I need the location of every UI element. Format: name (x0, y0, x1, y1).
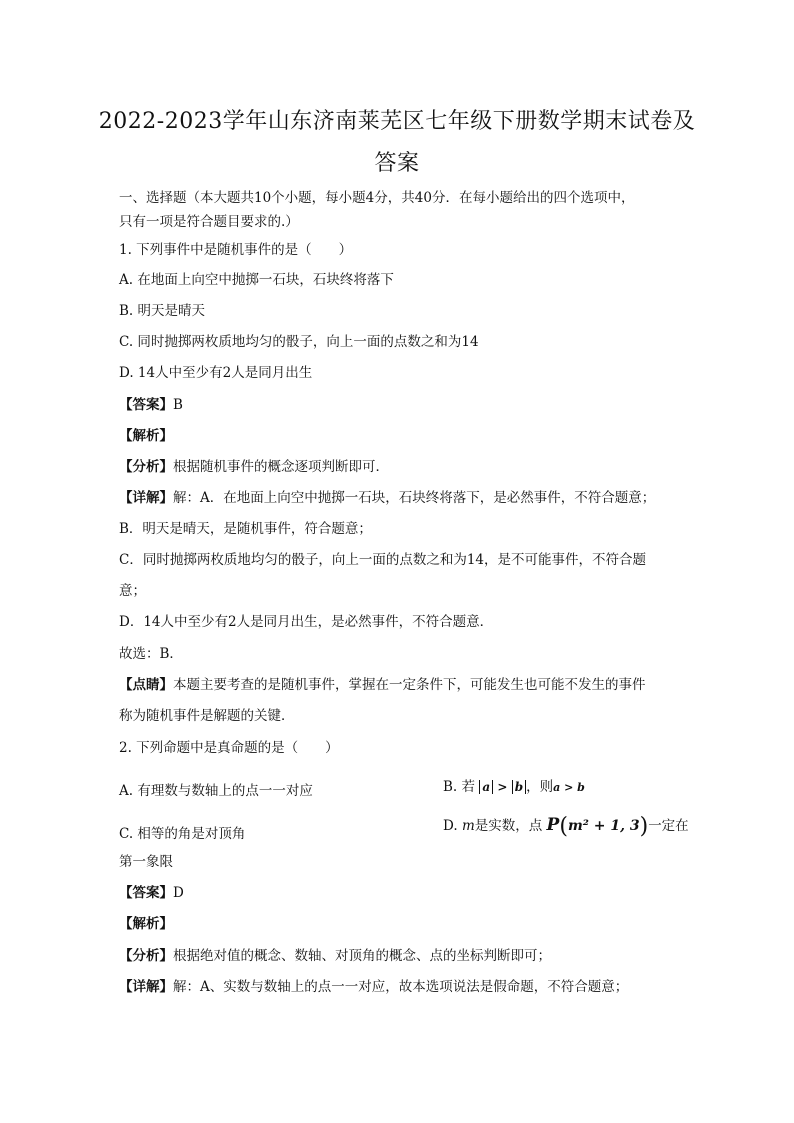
greater-than-sign: > (497, 780, 508, 794)
q1-dianjing-cont: 称为随机事件是解题的关键． (119, 708, 295, 724)
q2-option-d-suffix: 一定在 (648, 818, 689, 834)
q1-xiangjie-text: 解：A．在地面上向空中抛掷一石块，石块终将落下，是必然事件，不符合题意； (173, 490, 656, 506)
q1-analysis-tag: 【解析】 (119, 428, 173, 444)
document-title-line2: 答案 (374, 151, 420, 176)
q1-xiangjie (119, 486, 655, 506)
left-paren: ( (559, 814, 568, 839)
q2-option-d-cont: 第一象限 (119, 854, 173, 870)
q2-xiangjie-text: 解：A、实数与数轴上的点一一对应，故本选项说法是假命题，不符合题意； (173, 979, 629, 995)
q1-dianjing-tag: 【点睛】 (119, 677, 173, 693)
q2-xiangjie (119, 975, 628, 995)
q2-option-b-prefix: B. 若 (443, 779, 476, 795)
abs-a: a (479, 780, 493, 794)
q2-answer-value: D (173, 885, 184, 901)
q1-detail-d: D．14人中至少有2人是同月出生，是必然事件，不符合题意． (119, 614, 494, 630)
q1-answer (119, 393, 183, 413)
q1-answer-value: B (173, 397, 183, 413)
q1-option-d: D. 14人中至少有2人是同月出生 (119, 365, 313, 381)
right-paren: ) (639, 814, 649, 839)
var-m: m (461, 818, 475, 834)
q1-dianjing (119, 673, 646, 693)
q2-answer (119, 881, 184, 901)
q1-fenxi (119, 455, 389, 475)
q2-option-d (443, 814, 689, 839)
document-title-line1: 2022-2023学年山东济南莱芜区七年级下册数学期末试卷及 (98, 109, 696, 134)
point-coordinates: m² + 1, 3 (567, 818, 640, 834)
q2-option-d-mid: 是实数，点 (474, 818, 543, 834)
q2-option-b-conclusion: a > b (553, 781, 585, 794)
q1-detail-c: C．同时抛掷两枚质地均匀的骰子，向上一面的点数之和为14，是不可能事件，不符合题 (119, 552, 647, 568)
q2-option-d-prefix: D. (443, 818, 462, 834)
q1-dianjing-text: 本题主要考查的是随机事件，掌握在一定条件下，可能发生也可能不发生的事件 (173, 677, 646, 693)
q1-fenxi-text: 根据随机事件的概念逐项判断即可． (173, 459, 389, 475)
q1-detail-b: B．明天是晴天，是随机事件，符合题意； (119, 521, 372, 537)
q2-fenxi (119, 944, 551, 964)
q2-option-b (443, 775, 585, 795)
q2-fenxi-text: 根据绝对值的概念、数轴、对顶角的概念、点的坐标判断即可； (173, 948, 551, 964)
point-p: P (546, 815, 560, 835)
q2-xiangjie-tag: 【详解】 (119, 979, 173, 995)
q1-choice: 故选：B． (119, 646, 183, 662)
q2-fenxi-tag: 【分析】 (119, 948, 173, 964)
q1-stem: 1. 下列事件中是随机事件的是（ ） (119, 242, 353, 258)
q1-xiangjie-tag: 【详解】 (119, 490, 173, 506)
q1-answer-tag: 【答案】 (119, 397, 173, 413)
q2-option-a: A. 有理数与数轴上的点一一对应 (119, 783, 313, 799)
section-heading-cont: 只有一项是符合题目要求的.） (119, 214, 299, 230)
q1-option-a: A. 在地面上向空中抛掷一石块，石块终将落下 (119, 272, 394, 288)
q2-analysis-tag: 【解析】 (119, 916, 173, 932)
q1-detail-c-cont: 意； (119, 583, 146, 599)
q2-option-c: C. 相等的角是对顶角 (119, 826, 246, 842)
q2-option-b-mid: ，则 (526, 779, 554, 795)
q1-fenxi-tag: 【分析】 (119, 459, 173, 475)
q2-stem: 2. 下列命题中是真命题的是（ ） (119, 740, 339, 756)
abs-b: b (512, 780, 526, 794)
q1-option-c: C. 同时抛掷两枚质地均匀的骰子，向上一面的点数之和为14 (119, 334, 479, 350)
section-heading: 一、选择题（本大题共10个小题，每小题4分，共40分．在每小题给出的四个选项中， (119, 190, 635, 206)
q2-answer-tag: 【答案】 (119, 885, 173, 901)
q1-option-b: B. 明天是晴天 (119, 303, 206, 319)
